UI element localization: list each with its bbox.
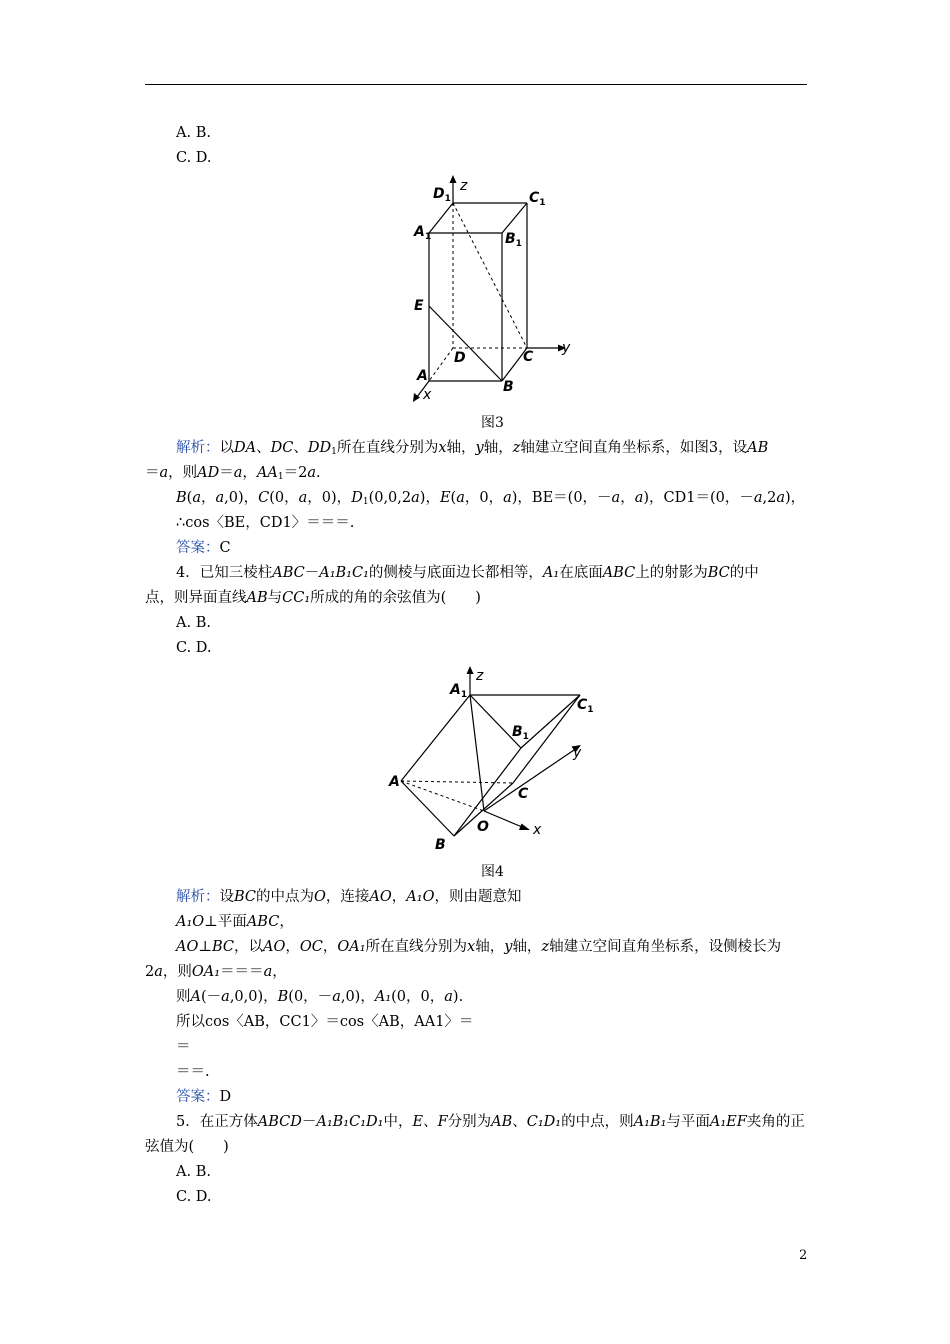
diagonal-cd1: [453, 203, 527, 348]
label-A1: $A_1$: [414, 224, 432, 242]
figure-3-caption: 图3: [481, 415, 504, 431]
figure-3: [405, 172, 585, 406]
q4-options-row2: C. D.: [176, 640, 212, 656]
q3-answer: 答案：C: [176, 540, 231, 556]
label-C1: $C_1$: [577, 697, 594, 715]
label-z: z: [476, 668, 484, 684]
figure-4-caption: 图4: [481, 864, 504, 880]
hidden-edge: [429, 348, 453, 381]
header-rule: [145, 84, 807, 85]
q4-solution-line8: ＝＝.: [176, 1064, 210, 1080]
label-B: B: [435, 837, 446, 853]
label-D: D: [454, 350, 466, 366]
label-B1: $B_1$: [512, 724, 529, 742]
label-E: E: [414, 298, 424, 314]
q5-line1: 5．在正方体ABCD－A₁B₁C₁D₁中，E、F分别为AB、C₁D₁的中点，则A₁B₁与平面A₁EF夹角的正: [176, 1114, 805, 1130]
edge: [470, 695, 521, 748]
edge: [401, 781, 454, 836]
q3-solution-line3: B(a，a,0)，C(0，a，0)，$D_1(0,0,2a)$，E(a，0，a)，BE＝(0，－a，a)，CD1＝(0，－a,2a)，: [176, 490, 806, 507]
label-y: y: [562, 340, 571, 356]
q3-options-row2: C. D.: [176, 150, 212, 166]
label-x: x: [423, 387, 432, 403]
label-z: z: [460, 178, 468, 194]
axis-y: [484, 750, 574, 811]
q4-options-row1: A. B.: [176, 615, 211, 631]
q4-solution-line4: 2a，则OA₁＝＝＝a，: [145, 964, 287, 980]
q4-solution-line7: ＝: [176, 1039, 191, 1055]
label-B1: $B_1$: [505, 231, 522, 249]
q5-options-row1: A. B.: [176, 1164, 211, 1180]
edge: [429, 203, 453, 233]
label-A1: $A_1$: [450, 682, 468, 700]
q5-line2: 弦值为( ): [145, 1139, 229, 1155]
label-A: A: [389, 774, 400, 790]
arrow-x: [519, 824, 530, 831]
label-A: A: [417, 368, 428, 384]
q4-solution-line1: 解析：设BC的中点为O，连接AO，A₁O，则由题意知: [176, 889, 522, 905]
edge: [429, 306, 502, 381]
edge: [401, 695, 470, 781]
label-x: x: [533, 822, 542, 838]
q4-solution-line3: AO⊥BC，以AO，OC，OA₁所在直线分别为x轴，y轴，z轴建立空间直角坐标系，设侧棱长为: [176, 939, 782, 955]
q4-line1: 4．已知三棱柱ABC－A₁B₁C₁的侧棱与底面边长都相等，A₁在底面ABC上的射影为BC的中: [176, 565, 759, 581]
label-C1: $C_1$: [529, 190, 546, 208]
figure-4: [385, 662, 595, 856]
arrow-z: [467, 666, 474, 674]
page-number: 2: [799, 1248, 808, 1263]
q4-solution-line2: A₁O⊥平面ABC，: [176, 914, 294, 930]
hidden-edge-ao: [401, 781, 484, 811]
axis-x: [484, 811, 522, 827]
label-B: B: [503, 379, 514, 395]
label-C: C: [518, 786, 529, 802]
label-O: O: [477, 819, 489, 835]
q4-solution-line6: 所以cos〈AB，CC1〉＝cos〈AB，AA1〉＝: [176, 1014, 474, 1030]
edge-a1o: [470, 695, 484, 811]
label-D1: $D_1$: [433, 186, 451, 204]
q3-options-row1: A. B.: [176, 125, 211, 141]
label-y: y: [573, 745, 582, 761]
q3-solution-line4: ∴cos〈BE，CD1〉＝＝＝.: [176, 515, 355, 531]
edge: [521, 695, 580, 748]
q4-answer: 答案：D: [176, 1089, 232, 1105]
q3-solution-line2: ＝a，则AD＝a，$AA_1=2a$.: [145, 465, 321, 482]
q3-solution-line1: 解析：以DA、DC、$DD_1$所在直线分别为x轴，y轴，z轴建立空间直角坐标系，如图3，设AB: [176, 440, 769, 457]
q5-options-row2: C. D.: [176, 1189, 212, 1205]
arrow-z: [450, 175, 457, 183]
label-C: C: [523, 349, 534, 365]
edge: [502, 203, 527, 233]
q4-line2: 点，则异面直线AB与CC₁所成的角的余弦值为( ): [145, 590, 481, 606]
q4-solution-line5: 则A(－a,0,0)，B(0，－a,0)，A₁(0，0，a).: [176, 989, 464, 1005]
